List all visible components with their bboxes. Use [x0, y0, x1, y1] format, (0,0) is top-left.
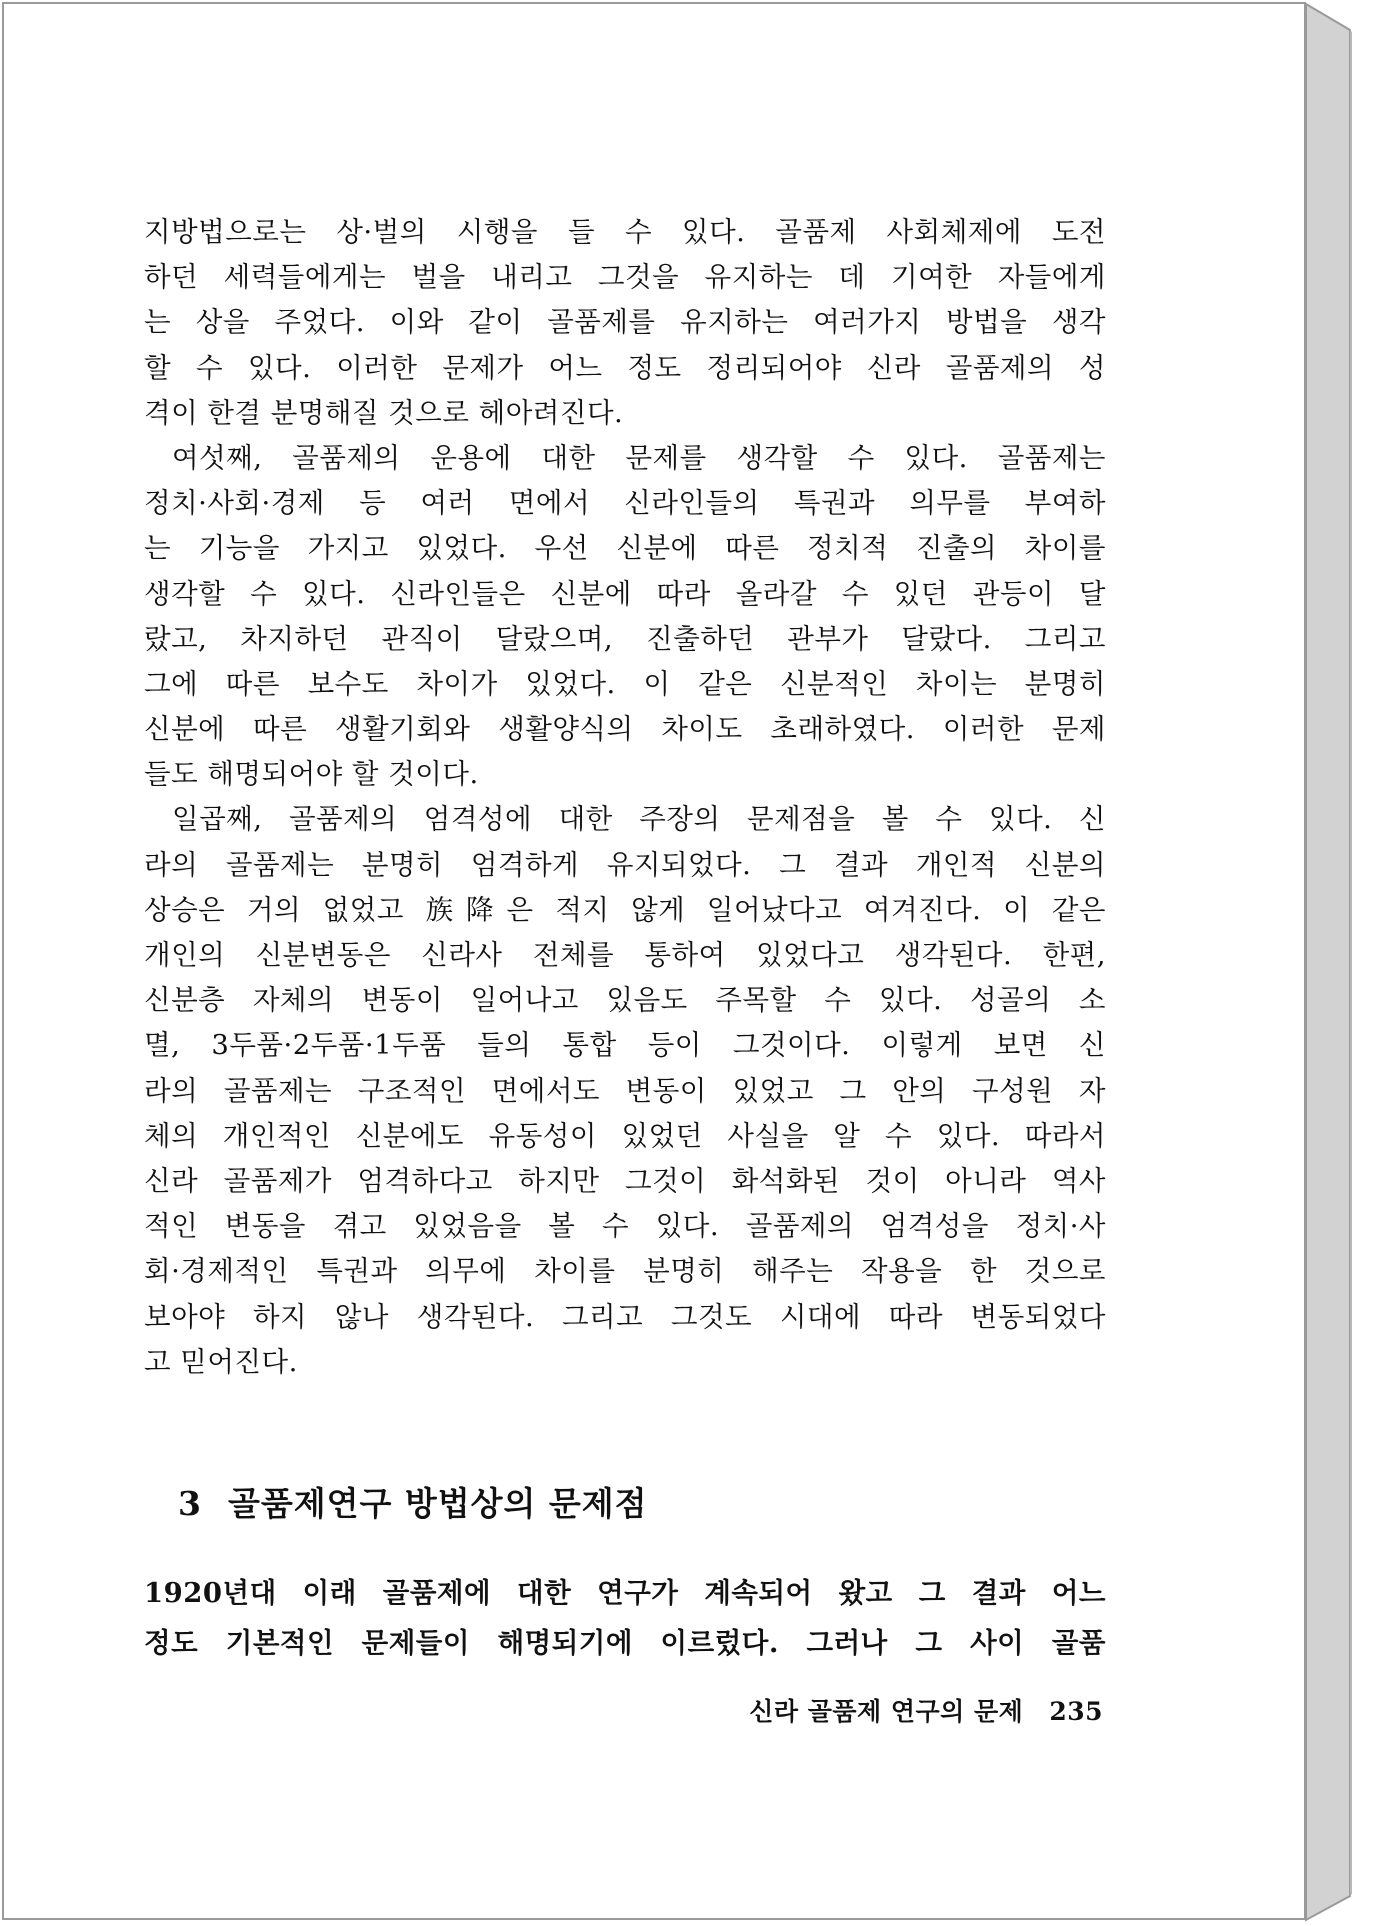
text-line: 는 기능을 가지고 있었다. 우선 신분에 따른 정치적 진출의 차이를 [144, 532, 1106, 565]
text-line: 라의 골품제는 구조적인 면에서도 변동이 있었고 그 안의 구성원 자 [144, 1074, 1106, 1107]
page-number: 235 [1049, 1697, 1103, 1726]
text-line: 생각할 수 있다. 신라인들은 신분에 따라 올라갈 수 있던 관등이 달 [144, 577, 1106, 610]
section-title: 골품제연구 방법상의 문제점 [227, 1484, 648, 1523]
text-line: 라의 골품제는 분명히 엄격하게 유지되었다. 그 결과 개인적 신분의 [144, 848, 1106, 881]
text-line: 격이 한결 분명해질 것으로 헤아려진다. [144, 396, 624, 429]
body-text [144, 210, 1106, 1385]
section-body-text [144, 1568, 1106, 1668]
text-line: 는 상을 주었다. 이와 같이 골품제를 유지하는 여러가지 방법을 생각 [144, 306, 1106, 339]
text-line: 1920년대 이래 골품제에 대한 연구가 계속되어 왔고 그 결과 어느 [144, 1577, 1106, 1609]
section-number: 3 [178, 1484, 202, 1523]
text-line: 하던 세력들에게는 벌을 내리고 그것을 유지하는 데 기여한 자들에게 [144, 261, 1106, 294]
text-line: 신분층 자체의 변동이 일어나고 있음도 주목할 수 있다. 성골의 소 [144, 984, 1106, 1017]
text-line: 지방법으로는 상·벌의 시행을 들 수 있다. 골품제 사회체제에 도전 [144, 216, 1106, 248]
text-line: 상승은 거의 없었고 族降은 적지 않게 일어났다고 여겨진다. 이 같은 [144, 893, 1106, 926]
text-line: 할 수 있다. 이러한 문제가 어느 정도 정리되어야 신라 골품제의 성 [144, 351, 1106, 384]
text-line: 개인의 신분변동은 신라사 전체를 통하여 있었다고 생각된다. 한편, [144, 939, 1106, 971]
text-line: 들도 해명되어야 할 것이다. [144, 758, 479, 791]
text-line: 적인 변동을 겪고 있었음을 볼 수 있다. 골품제의 엄격성을 정치·사 [144, 1210, 1106, 1243]
text-line: 보아야 하지 않나 생각된다. 그리고 그것도 시대에 따라 변동되었다 [144, 1300, 1106, 1333]
text-line: 멸, 3두품·2두품·1두품 들의 통합 등이 그것이다. 이렇게 보면 신 [144, 1029, 1106, 1062]
text-line: 여섯째, 골품제의 운용에 대한 문제를 생각할 수 있다. 골품제는 [172, 441, 1106, 474]
text-line: 그에 따른 보수도 차이가 있었다. 이 같은 신분적인 차이는 분명히 [144, 667, 1106, 700]
page-footer [749, 1692, 1103, 1728]
text-line: 신분에 따른 생활기회와 생활양식의 차이도 초래하였다. 이러한 문제 [144, 713, 1106, 746]
text-line: 회·경제적인 특권과 의무에 차이를 분명히 해주는 작용을 한 것으로 [144, 1255, 1106, 1288]
text-line: 신라 골품제가 엄격하다고 하지만 그것이 화석화된 것이 아니라 역사 [144, 1164, 1106, 1197]
text-line: 체의 개인적인 신분에도 유동성이 있었던 사실을 알 수 있다. 따라서 [144, 1119, 1106, 1152]
text-line: 정치·사회·경제 등 여러 면에서 신라인들의 특권과 의무를 부여하 [144, 487, 1106, 520]
text-line: 랐고, 차지하던 관직이 달랐으며, 진출하던 관부가 달랐다. 그리고 [144, 622, 1106, 655]
section-heading [178, 1478, 647, 1525]
text-line: 일곱째, 골품제의 엄격성에 대한 주장의 문제점을 볼 수 있다. 신 [172, 803, 1106, 836]
text-line: 고 믿어진다. [144, 1345, 298, 1378]
text-line: 정도 기본적인 문제들이 해명되기에 이르렀다. 그러나 그 사이 골품 [144, 1627, 1106, 1659]
running-title: 신라 골품제 연구의 문제 [749, 1697, 1024, 1726]
